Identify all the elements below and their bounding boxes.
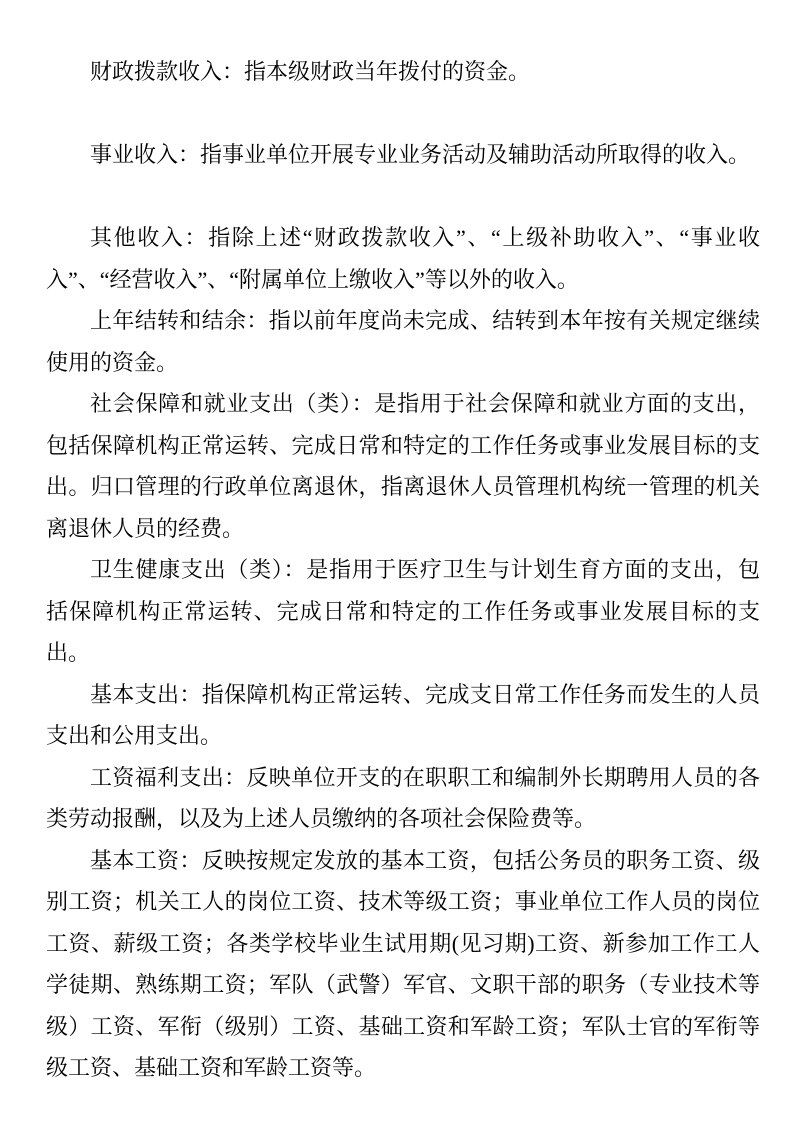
paragraph-health-expenditure: 卫生健康支出（类）：是指用于医疗卫生与计划生育方面的支出，包括保障机构正常运转、完成日常和特定的工作任务或事业发展目标的支出。 <box>46 557 760 665</box>
paragraph-other-income: 其他收入：指除上述“财政拨款收入”、“上级补助收入”、“事业收入”、“经营收入”、“附属单位上缴收入”等以外的收入。 <box>46 225 760 292</box>
paragraph-basic-expenditure: 基本支出：指保障机构正常运转、完成支日常工作任务而发生的人员支出和公用支出。 <box>46 681 760 748</box>
paragraph-salary-welfare-expenditure: 工资福利支出：反映单位开支的在职职工和编制外长期聘用人员的各类劳动报酬，以及为上述人员缴纳的各项社会保险费等。 <box>46 764 760 831</box>
paragraph-fiscal-appropriation-income: 财政拨款收入：指本级财政当年拨付的资金。 <box>90 59 531 84</box>
document-body <box>46 51 760 1089</box>
paragraph-operating-income: 事业收入：指事业单位开展专业业务活动及辅助活动所取得的收入。 <box>90 142 751 167</box>
paragraph-basic-salary: 基本工资：反映按规定发放的基本工资，包括公务员的职务工资、级别工资；机关工人的岗位工资、技术等级工资；事业单位工作人员的岗位工资、薪级工资；各类学校毕业生试用期(见习期)工资、新参加工作工人学徒期、熟练期工资；军队（武警）军官、文职干部的职务（专业技术等级）工资、军衔（级别）工资、基础工资和军龄工资；军队士官的军衔等级工资、基础工资和军龄工资等。 <box>46 847 760 1080</box>
paragraph-social-security-employment-expenditure: 社会保障和就业支出（类）：是指用于社会保障和就业方面的支出，包括保障机构正常运转、完成日常和特定的工作任务或事业发展目标的支出。归口管理的行政单位离退休，指离退休人员管理机构统一管理的机关离退休人员的经费。 <box>46 391 760 541</box>
paragraph-prior-year-carryover: 上年结转和结余：指以前年度尚未完成、结转到本年按有关规定继续使用的资金。 <box>46 308 760 375</box>
